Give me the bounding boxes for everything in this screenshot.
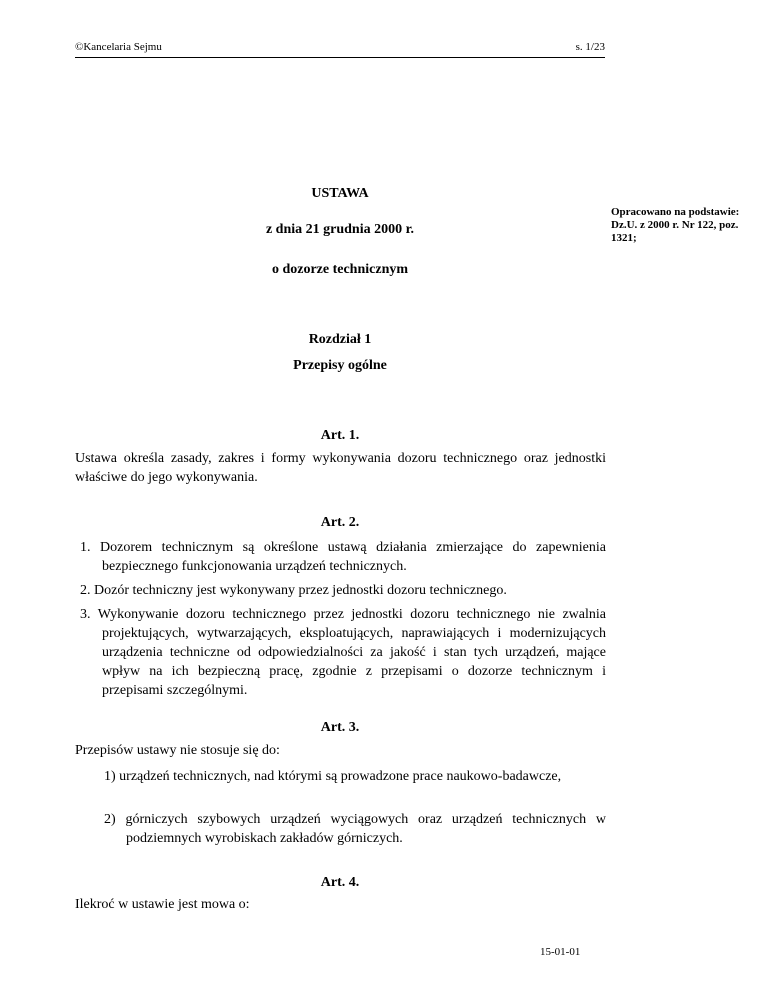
chapter-title: Przepisy ogólne <box>293 358 387 373</box>
act-subject: o dozorze technicznym <box>271 262 409 277</box>
chapter-number: Rozdział 1 <box>308 332 372 347</box>
article-3-point-1: 1) urządzeń technicznych, nad którymi są prowadzone prace naukowo-badawcze, <box>104 769 562 784</box>
act-date: z dnia 21 grudnia 2000 r. <box>265 222 415 237</box>
article-3-intro: Przepisów ustawy nie stosuje się do: <box>75 743 280 758</box>
article-2-item-2: 2. Dozór techniczny jest wykonywany przez jednostki dozoru technicznego. <box>80 583 507 598</box>
act-type: USTAWA <box>311 186 369 201</box>
article-4-heading: Art. 4. <box>320 875 360 890</box>
article-3-point-2: 2) górniczych szybowych urządzeń wyciągowych oraz urządzeń technicznych w podziemnych wyrobiskach zakładów górniczych. <box>104 812 606 846</box>
article-1-heading: Art. 1. <box>320 428 360 443</box>
header-page-number: s. 1/23 <box>575 41 605 53</box>
article-2-heading: Art. 2. <box>320 515 360 530</box>
article-2-item-3: 3. Wykonywanie dozoru technicznego przez jednostki dozoru technicznego nie zwalnia projektujących, wytwarzających, eksploatujących, naprawiających i modernizujących urządzenia techniczne od odpowiedzialności za jakość i stan tych urządzeń, mające wpływ na ich bezpieczną pracę, zgodnie z przepisami o dozorze technicznym i przepisami szczególnymi. <box>80 607 606 698</box>
article-1-text: Ustawa określa zasady, zakres i formy wykonywania dozoru technicznego oraz jednostki właściwe do jego wykonywania. <box>75 451 606 485</box>
article-3-heading: Art. 3. <box>320 720 360 735</box>
article-2-item-1: 1. Dozorem technicznym są określone ustawą działania zmierzające do zapewnienia bezpiecznego funkcjonowania urządzeń technicznych. <box>80 540 606 574</box>
margin-note: Opracowano na podstawie: Dz.U. z 2000 r. Nr 122, poz. 1321; <box>611 206 740 244</box>
page-footer-date: 15-01-01 <box>540 946 581 958</box>
page-header <box>75 39 605 58</box>
header-publisher: ©Kancelaria Sejmu <box>75 41 162 53</box>
article-4-intro: Ilekroć w ustawie jest mowa o: <box>75 897 250 912</box>
